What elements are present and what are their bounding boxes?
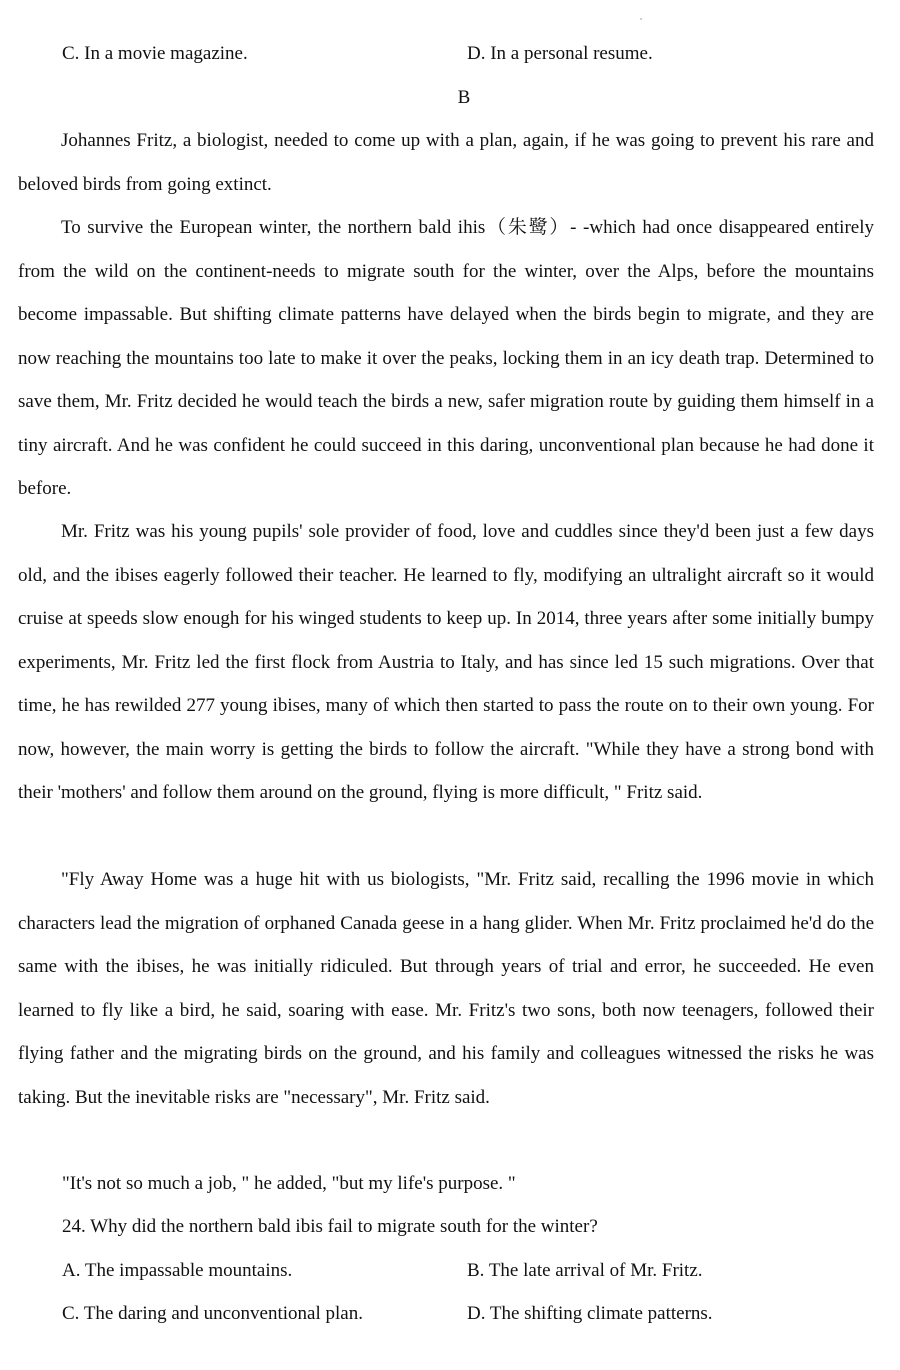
- passage-paragraph-4: "Fly Away Home was a huge hit with us biologists, "Mr. Fritz said, recalling the 1996 movie in which characters lead the migration of orphaned Canada geese in a hang glider. When Mr. Fritz proclaimed he'd do the same with the ibises, he was initially ridiculed. But through years of trial and error, he succeeded. He even learned to fly like a bird, he said, soaring with ease. Mr. Fritz's two sons, both now teenagers, followed their flying father and the migrating birds on the ground, and his family and colleagues witnessed the risks he was taking. But the inevitable risks are "necessary", Mr. Fritz said.: [18, 869, 874, 1108]
- passage-paragraph-3: Mr. Fritz was his young pupils' sole provider of food, love and cuddles since they'd been just a few days old, and the ibises eagerly followed their teacher. He learned to fly, modifying an ultralight aircraft so it would cruise at speeds slow enough for his winged students to keep up. In 2014, three years after some initially bumpy experiments, Mr. Fritz led the first flock from Austria to Italy, and has since led 15 such migrations. Over that time, he has rewilded 277 young ibises, many of which then started to pass the route on to their own young. For now, however, the main worry is getting the birds to follow the aircraft. "While they have a strong bond with their 'mothers' and follow them around on the ground, flying is more difficult, " Fritz said.: [18, 521, 874, 803]
- passage-paragraph-5: "It's not so much a job, " he added, "but my life's purpose. ": [62, 1173, 516, 1194]
- scan-speck: [640, 18, 642, 20]
- passage-paragraph-1: Johannes Fritz, a biologist, needed to come up with a plan, again, if he was going to prevent his rare and beloved birds from going extinct.: [18, 130, 874, 195]
- question-24-option-b[interactable]: B. The late arrival of Mr. Fritz.: [467, 1260, 703, 1281]
- question-24-options-row-1: [0, 1259, 900, 1283]
- question-24-option-d[interactable]: D. The shifting climate patterns.: [467, 1303, 713, 1324]
- question-24-options-row-2: [0, 1302, 900, 1326]
- question-24-option-a[interactable]: A. The impassable mountains.: [62, 1260, 293, 1281]
- prev-option-c[interactable]: C. In a movie magazine.: [62, 43, 248, 64]
- prev-option-d[interactable]: D. In a personal resume.: [467, 43, 653, 64]
- prev-question-options-row: [0, 42, 900, 66]
- question-24-stem: 24. Why did the northern bald ibis fail to migrate south for the winter?: [62, 1216, 598, 1237]
- passage-paragraph-2: To survive the European winter, the northern bald ihis（朱鹭）- -which had once disappeared entirely from the wild on the continent-needs to migrate south for the winter, over the Alps, before the mountains become impassable. But shifting climate patterns have delayed when the birds begin to migrate, and they are now reaching the mountains too late to make it over the peaks, locking them in an icy death trap. Determined to save them, Mr. Fritz decided he would teach the birds a new, safer migration route by guiding them himself in a tiny aircraft. And he was confident he could succeed in this daring, unconventional plan because he had done it before.: [18, 217, 874, 499]
- question-24-option-c[interactable]: C. The daring and unconventional plan.: [62, 1303, 363, 1324]
- section-label: B: [457, 87, 471, 108]
